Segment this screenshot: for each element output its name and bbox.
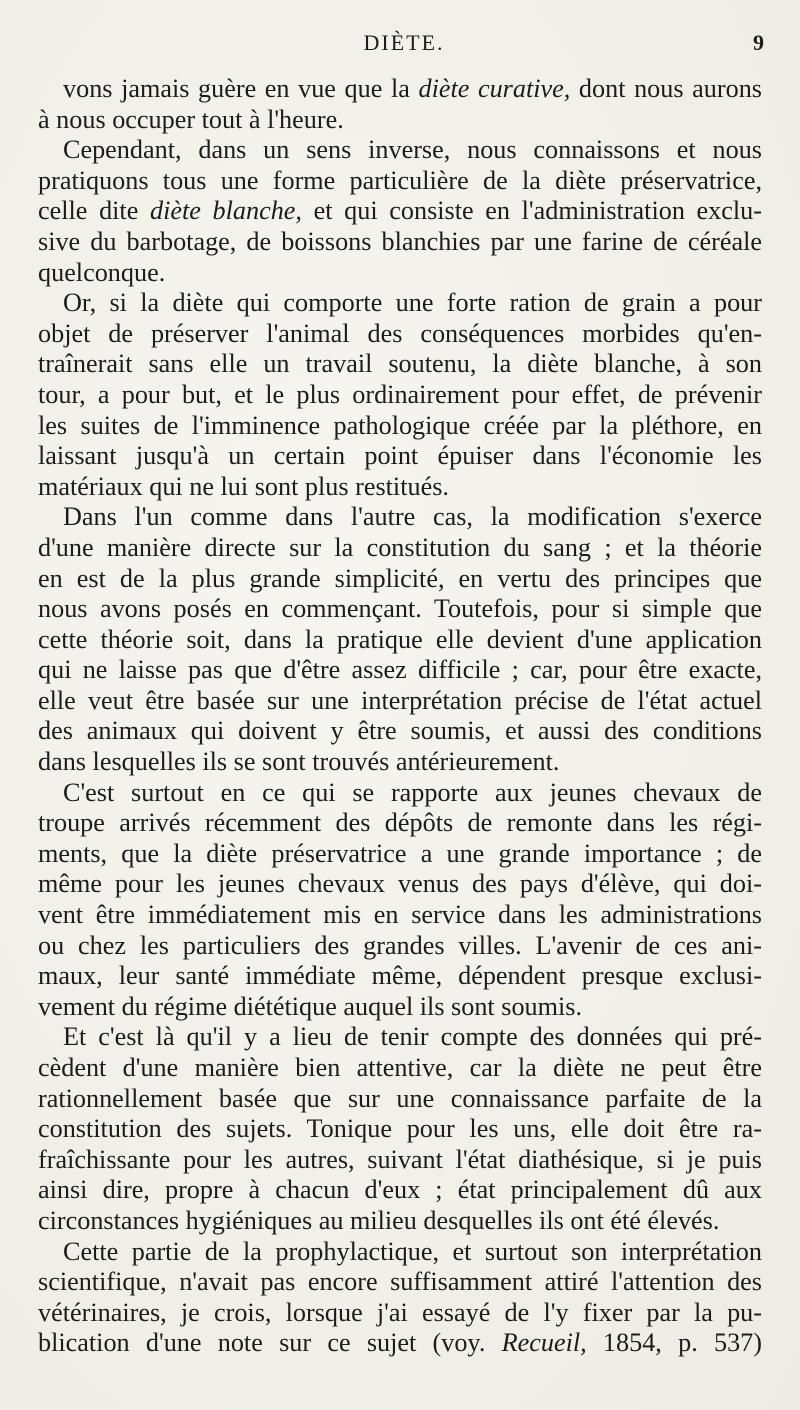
text-line: elle veut être basée sur une interprétation précise de l'état actuel [38,685,762,715]
italic-phrase: Recueil, [501,1328,587,1358]
text-line: vons jamais guère en vue que la diète curative, dont nous aurons [63,74,762,103]
text-line: circonstances hygiéniques au milieu desquelles ils ont été élevés. [38,1205,720,1235]
text-line: ou chez les particuliers des grandes villes. L'avenir de ces ani- [38,930,762,960]
text-line: matériaux qui ne lui sont plus restitués. [38,471,449,501]
text-line: d'une manière directe sur la constitution du sang ; et la théorie [38,532,762,562]
text-line: celle dite diète blanche, et qui consiste en l'administration exclu- [38,196,762,226]
paragraph [38,502,762,777]
text-line: qui ne laisse pas que d'être assez difficile ; car, pour être exacte, [38,655,762,685]
paragraph [38,135,762,288]
text-line: pratiquons tous une forme particulière de la diète préservatrice, [38,165,762,195]
text-line: blication d'une note sur ce sujet (voy. Recueil, 1854, p. 537) [38,1328,762,1358]
text-line: vétérinaires, je crois, lorsque j'ai essayé de l'y fixer par la pu- [38,1297,762,1327]
running-head [38,30,770,60]
text-line: cèdent d'une manière bien attentive, car la diète ne peut être [38,1053,762,1082]
italic-phrase: diète blanche, [149,196,302,226]
text-line: dans lesquelles ils se sont trouvés antérieurement. [38,747,560,777]
body-text [38,74,762,1359]
text-line: même pour les jeunes chevaux venus des pays d'élève, qui doi- [38,869,762,899]
text-line: vement du régime diététique auquel ils sont soumis. [38,991,583,1021]
italic-phrase: diète curative, [418,74,571,103]
text-line: tour, a pour but, et le plus ordinairement pour effet, de prévenir [38,379,762,409]
page-number: 9 [753,30,764,55]
text-line: Et c'est là qu'il y a lieu de tenir compte des données qui pré- [63,1022,762,1052]
text-line: C'est surtout en ce qui se rapporte aux jeunes chevaux de [63,777,762,807]
text-line: traînerait sans elle un travail soutenu, la diète blanche, à son [38,349,762,379]
text-line: Dans l'un comme dans l'autre cas, la modification s'exerce [63,502,762,532]
text-line: scientifique, n'avait pas encore suffisamment attiré l'attention des [38,1267,762,1297]
text-line: cette théorie soit, dans la pratique elle devient d'une application [38,624,762,654]
text-line: maux, leur santé immédiate même, dépendent presque exclusi- [38,961,762,991]
text-line: rationnellement basée que sur une connaissance parfaite de la [38,1083,762,1113]
text-line: troupe arrivés récemment des dépôts de remonte dans les régi- [38,808,762,838]
paragraph [38,288,762,502]
paragraph [38,778,762,1023]
text-line: à nous occuper tout à l'heure. [38,104,344,134]
text-line: Or, si la diète qui comporte une forte ration de grain a pour [63,288,762,318]
text-line: quelconque. [38,257,166,287]
text-line: sive du barbotage, de boissons blanchies par une farine de céréale [38,226,762,256]
text-line: des animaux qui doivent y être soumis, et aussi des conditions [38,716,762,746]
text-line: ainsi dire, propre à chacun d'eux ; état principalement dû aux [38,1175,762,1205]
text-line: laissant jusqu'à un certain point épuiser dans l'économie les [38,441,762,471]
text-line: ments, que la diète préservatrice a une grande importance ; de [38,838,762,868]
text-line: objet de préserver l'animal des conséquences morbides qu'en- [38,318,762,348]
text-line: en est de la plus grande simplicité, en vertu des principes que [38,563,762,593]
paragraph [38,1022,762,1236]
text-line: fraîchissante pour les autres, suivant l'état diathésique, si je puis [38,1144,762,1174]
text-line: Cette partie de la prophylactique, et surtout son interprétation [63,1236,762,1266]
text-line: vent être immédiatement mis en service dans les administrations [38,900,762,930]
text-line: les suites de l'imminence pathologique créée par la pléthore, en [38,410,762,440]
text-line: nous avons posés en commençant. Toutefois, pour si simple que [38,594,762,624]
running-head-title: DIÈTE. [363,30,445,55]
text-line: constitution des sujets. Tonique pour les uns, elle doit être ra- [38,1114,762,1144]
text-line: Cependant, dans un sens inverse, nous connaissons et nous [63,135,762,165]
paragraph [38,1237,762,1359]
paragraph [38,74,762,135]
